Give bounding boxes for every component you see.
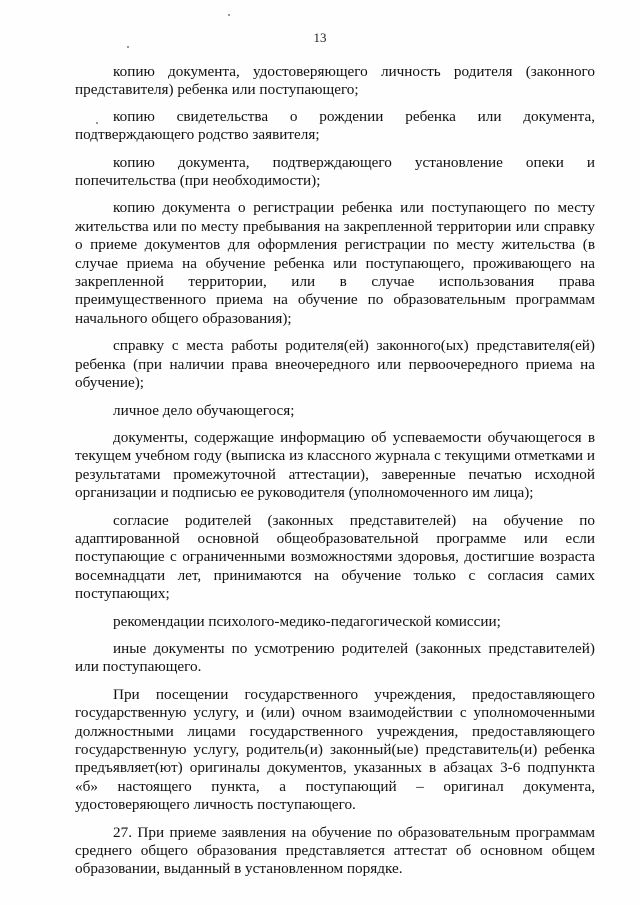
paragraph-in-person-visit: При посещении государственного учреждения, предоставляющего государственную услугу, и (или) очном взаимодействии с уполномоченными должностными лицами государственного учреждения, предоставляющего государственную услугу, родитель(и) законный(ые) представитель(и) ребенка предъявляет(ют) оригиналы документов, указанных в абзацах 3-6 подпункта «б» настоящего пункта, а поступающий – оригинал документа, удостоверяющего личность поступающего. bbox=[75, 685, 595, 814]
paragraph-birth-certificate-copy: копию свидетельства о рождении ребенка или документа, подтверждающего родство заявителя; bbox=[75, 107, 595, 144]
paragraph-pmpc-recommendations: рекомендации психолого-медико-педагогической комиссии; bbox=[113, 612, 501, 630]
paragraph-employment-certificate: справку с места работы родителя(ей) законного(ых) представителя(ей) ребенка (при наличии права внеочередного или первоочередного приема на обучение); bbox=[75, 337, 595, 392]
paragraph-personal-file: личное дело обучающегося; bbox=[113, 401, 295, 419]
page-number: 13 bbox=[313, 30, 327, 45]
paragraph-other-documents: иные документы по усмотрению родителей (законных представителей) или поступающего. bbox=[75, 639, 595, 676]
paragraph-registration-copy: копию документа о регистрации ребенка или поступающего по месту жительства или по месту пребывания на закрепленной территории или справку о приеме документов для оформления регистрации по месту жительства (в случае приема на обучение ребенка или поступающего, проживающего на закрепленной территории, или в случае использования права преимущественного приема на обучение по образовательным программам начального общего образования); bbox=[75, 199, 595, 327]
paragraph-parental-consent: согласие родителей (законных представителей) на обучение по адаптированной основной общеобразовательной программе или если поступающие с ограниченными возможностями здоровья, достигшие возраста восемнадцати лет, принимаются на обучение только с согласия самих поступающих; bbox=[75, 511, 595, 603]
paragraph-item-27: 27. При приеме заявления на обучение по образовательным программам среднего общего образования представляется аттестат об основном общем образовании, выданный в установленном порядке. bbox=[75, 823, 595, 878]
paragraph-guardianship-copy: копию документа, подтверждающего установление опеки и попечительства (при необходимости); bbox=[75, 153, 595, 190]
scan-speck bbox=[228, 14, 230, 16]
document-body bbox=[75, 63, 595, 887]
paragraph-academic-records: документы, содержащие информацию об успеваемости обучающегося в текущем учебном году (выписка из классного журнала с текущими отметками и результатами промежуточной аттестации), заверенные печатью исходной организации и подписью ее руководителя (уполномоченного им лица); bbox=[75, 428, 595, 502]
paragraph-passport-copy: копию документа, удостоверяющего личность родителя (законного представителя) ребенка или поступающего; bbox=[75, 63, 595, 99]
scan-speck bbox=[127, 46, 129, 48]
